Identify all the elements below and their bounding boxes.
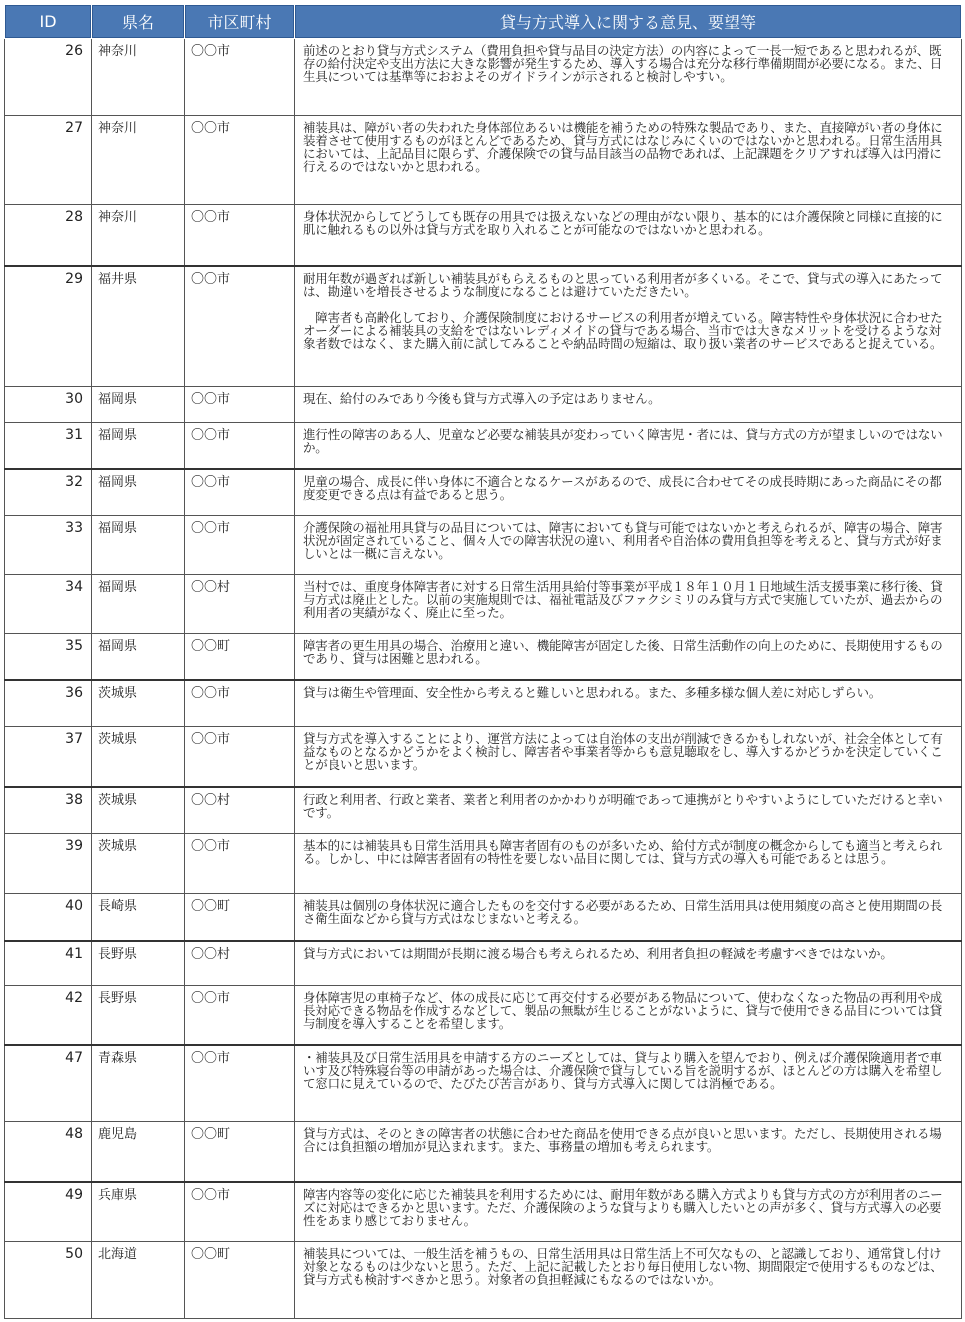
row-prefecture: 兵庫県 [92, 1182, 185, 1242]
row-id: 36 [5, 680, 92, 727]
row-city: 〇〇町 [185, 634, 295, 680]
row-city: 〇〇市 [185, 116, 295, 205]
row-prefecture: 神奈川 [92, 116, 185, 205]
row-id: 35 [5, 634, 92, 680]
table-row [5, 575, 962, 634]
table-row [5, 1182, 962, 1242]
row-opinion-text: 障害内容等の変化に応じた補装具を利用するためには、耐用年数がある購入方式よりも貸与方式の方が利用者のニーズに対応はできるかと思います。ただ、介護保険のような貸与よりも購入したいとの声が多く、貸与方式導入の必要性をあまり感じておりません。 [303, 1186, 943, 1228]
row-opinion-text: 進行性の障害のある人、児童など必要な補装具が変わっていく障害児・者には、貸与方式の方が望ましいのではないか。 [303, 427, 943, 455]
row-city: 〇〇市 [185, 423, 295, 469]
row-opinion [295, 986, 962, 1045]
row-opinion-text: 介護保険の福祉用具貸与の品目については、障害においても貸与可能ではないかと考えられるが、障害の場合、障害状況が固定されていること、個々人での障害状況の違い、利用者や自治体の費用負担等を考えると、貸与方式が好ましいとは一概に言えない。 [303, 520, 943, 561]
table-row [5, 387, 962, 423]
row-opinion [295, 894, 962, 941]
row-prefecture: 福岡県 [92, 634, 185, 680]
row-opinion [295, 634, 962, 680]
row-id: 37 [5, 727, 92, 787]
row-id: 49 [5, 1182, 92, 1242]
row-opinion-text: 貸与方式においては期間が長期に渡る場合も考えられるため、利用者負担の軽減を考慮すべきではないか。 [303, 945, 893, 961]
row-prefecture: 茨城県 [92, 727, 185, 787]
row-opinion-text: 補装具は個別の身体状況に適合したものを交付する必要があるため、日常生活用具は使用頻度の高さと使用期間の長さ衛生面などから貸与方式はなじまないと考える。 [303, 898, 943, 926]
row-city: 〇〇町 [185, 1242, 295, 1319]
table-row [5, 516, 962, 575]
row-prefecture: 福岡県 [92, 575, 185, 634]
row-id: 30 [5, 387, 92, 423]
row-city: 〇〇市 [185, 469, 295, 516]
row-id: 27 [5, 116, 92, 205]
table-row [5, 1045, 962, 1122]
row-id: 48 [5, 1122, 92, 1182]
row-city: 〇〇市 [185, 1045, 295, 1122]
row-city: 〇〇市 [185, 834, 295, 894]
table-row [5, 894, 962, 941]
row-id: 41 [5, 941, 92, 986]
row-city: 〇〇市 [185, 986, 295, 1045]
row-city: 〇〇市 [185, 516, 295, 575]
table-row [5, 266, 962, 387]
row-opinion [295, 941, 962, 986]
row-city: 〇〇村 [185, 941, 295, 986]
row-prefecture: 鹿児島 [92, 1122, 185, 1182]
row-id: 34 [5, 575, 92, 634]
row-city: 〇〇市 [185, 387, 295, 423]
row-id: 32 [5, 469, 92, 516]
row-prefecture: 青森県 [92, 1045, 185, 1122]
row-prefecture: 長野県 [92, 986, 185, 1045]
header-city: 市区町村 [185, 5, 295, 39]
row-city: 〇〇町 [185, 894, 295, 941]
row-opinion [295, 1182, 962, 1242]
row-city: 〇〇市 [185, 266, 295, 387]
row-prefecture: 北海道 [92, 1242, 185, 1319]
table-header-row [5, 5, 962, 39]
row-opinion [295, 1242, 962, 1319]
row-opinion [295, 787, 962, 834]
row-id: 38 [5, 787, 92, 834]
row-opinion [295, 680, 962, 727]
row-opinion [295, 205, 962, 266]
row-prefecture: 神奈川 [92, 205, 185, 266]
row-id: 28 [5, 205, 92, 266]
row-prefecture: 長崎県 [92, 894, 185, 941]
row-city: 〇〇市 [185, 1182, 295, 1242]
table-row [5, 469, 962, 516]
row-opinion [295, 387, 962, 423]
row-city: 〇〇市 [185, 727, 295, 787]
row-city: 〇〇町 [185, 1122, 295, 1182]
table-row [5, 1242, 962, 1319]
row-opinion-text: 当村では、重度身体障害者に対する日常生活用具給付等事業が平成１８年１０月１日地域生活支援事業に移行後、貸与方式は廃止とした。以前の実施規則では、福祉電話及びファクシミリのみ貸与方式で実施していたが、過去からの利用者の実績がなく、廃止に至った。 [303, 579, 943, 620]
table-row [5, 116, 962, 205]
row-prefecture: 福岡県 [92, 469, 185, 516]
row-id: 47 [5, 1045, 92, 1122]
row-city: 〇〇村 [185, 575, 295, 634]
row-city: 〇〇市 [185, 205, 295, 266]
row-opinion-text: 貸与方式を導入することにより、運営方法によっては自治体の支出が削減できるかもしれないが、社会全体として有益なものとなるかどうかをよく検討し、障害者や事業者等からも意見聴取をし、導入するかどうかを決定していくことが良いと思います。 [303, 731, 943, 772]
row-opinion-text: 身体障害児の車椅子など、体の成長に応じて再交付する必要がある物品について、使わなくなった物品の再利用や成長対応できる物品を作成するなどして、製品の無駄が生じることがないように、貸与で使用できる品目については貸与制度を導入することを希望します。 [303, 990, 943, 1031]
row-opinion-text: 貸与は衛生や管理面、安全性から考えると難しいと思われる。また、多種多様な個人差に対応しずらい。 [303, 684, 882, 700]
table-row [5, 727, 962, 787]
row-prefecture: 神奈川 [92, 39, 185, 116]
row-opinion [295, 1122, 962, 1182]
row-prefecture: 長野県 [92, 941, 185, 986]
table-row [5, 941, 962, 986]
row-prefecture: 茨城県 [92, 680, 185, 727]
row-opinion-text: 貸与方式は、そのときの障害者の状態に合わせた商品を使用できる点が良いと思います。ただし、長期使用される場合には負担額の増加が見込まれます。また、事務量の増加も考えられます。 [303, 1126, 942, 1154]
row-prefecture: 福岡県 [92, 387, 185, 423]
row-prefecture: 福岡県 [92, 516, 185, 575]
row-opinion [295, 575, 962, 634]
table-row [5, 39, 962, 116]
row-opinion-text: 児童の場合、成長に伴い身体に不適合となるケースがあるので、成長に合わせてその成長時期にあった商品にその都度変更できる点は有益であると思う。 [303, 473, 942, 502]
row-opinion-text: 前述のとおり貸与方式システム（費用負担や貸与品目の決定方法）の内容によって一長一短であると思われるが、既存の給付決定や支出方法に大きな影響が発生するため、導入する場合は充分な移行準備期間が必要になる。また、日生具については基準等におおよそのガイドラインが示されると検討しやすい。 [303, 43, 943, 84]
row-opinion-text: 補装具は、障がい者の失われた身体部位あるいは機能を補うための特殊な製品であり、また、直接障がい者の身体に装着させて使用するものがほとんどであるため、貸与方式にはなじみにくいのではないかと思われる。日常生活用具においては、上記品目に限らず、介護保険での貸与品目該当の品物であれば、上記課題をクリアすれば導入は円滑に行えるのではないかと思われる。 [303, 120, 943, 174]
table-row [5, 205, 962, 266]
row-opinion [295, 727, 962, 787]
table-row [5, 1122, 962, 1182]
row-id: 42 [5, 986, 92, 1045]
row-id: 33 [5, 516, 92, 575]
row-city: 〇〇村 [185, 787, 295, 834]
table-row [5, 787, 962, 834]
row-opinion-text: 障害者の更生用具の場合、治療用と違い、機能障害が固定した後、日常生活動作の向上のために、長期使用するものであり、貸与は困難と思われる。 [303, 638, 943, 666]
row-opinion [295, 834, 962, 894]
row-opinion-text: 補装具については、一般生活を補うもの、日常生活用具は日常生活上不可欠なもの、と認識しており、通常貸し付け対象となるものは少ないと思う。ただ、上記に記載したとおり毎日使用しない物、期間限定で使用するものなどは、貸与方式も検討すべきかと思う。対象者の負担軽減にもなるのではないか。 [303, 1246, 943, 1287]
header-prefecture: 県名 [92, 5, 185, 39]
row-opinion [295, 516, 962, 575]
row-city: 〇〇市 [185, 39, 295, 116]
row-opinion [295, 266, 962, 387]
table-row [5, 986, 962, 1045]
row-id: 31 [5, 423, 92, 469]
table-row [5, 423, 962, 469]
row-opinion-text: 耐用年数が過ぎれば新しい補装具がもらえるものと思っている利用者が多くいる。そこで、貸与式の導入にあたっては、勘違いを増長させるような制度になることは避けていただきたい。 障害者も高齢化しており、介護保険制度におけるサービスの利用者が増えている。障害特性や身体状況に合わせたオーダーによる補装具の支給をではないレディメイドの貸与である場合、当市では大きなメリットを受けるような対象者数ではなく、また購入前に試してみることや納品時間の短縮は、取り扱い業者のサービスであると捉えている。 [303, 270, 943, 351]
row-opinion-text: 身体状況からしてどうしても既存の用具では扱えないなどの理由がない限り、基本的には介護保険と同様に直接的に肌に触れるもの以外は貸与方式を取り入れることが可能なのではないかと思われる。 [303, 209, 943, 237]
row-opinion [295, 423, 962, 469]
row-opinion-text: 現在、給付のみであり今後も貸与方式導入の予定はありません。 [303, 391, 661, 406]
row-id: 26 [5, 39, 92, 116]
row-prefecture: 茨城県 [92, 834, 185, 894]
row-prefecture: 福井県 [92, 266, 185, 387]
row-prefecture: 茨城県 [92, 787, 185, 834]
row-id: 50 [5, 1242, 92, 1319]
header-opinion: 貸与方式導入に関する意見、要望等 [295, 5, 962, 39]
row-prefecture: 福岡県 [92, 423, 185, 469]
row-opinion-text: ・補装具及び日常生活用具を申請する方のニーズとしては、貸与より購入を望んでおり、例えば介護保険適用者で車いす及び特殊寝台等の申請があった場合は、介護保険で貸与している旨を説明するが、ほとんどの方は購入を希望して窓口に見えているので、たびたび苦言があり、貸与方式導入に関しては消極である。 [303, 1049, 943, 1091]
row-opinion [295, 1045, 962, 1122]
row-id: 39 [5, 834, 92, 894]
row-city: 〇〇市 [185, 680, 295, 727]
row-id: 40 [5, 894, 92, 941]
row-id: 29 [5, 266, 92, 387]
row-opinion [295, 116, 962, 205]
row-opinion-text: 基本的には補装具も日常生活用具も障害者固有のものが多いため、給付方式が制度の概念からしても適当と考えられる。しかし、中には障害者固有の特性を要しない品目に関しては、貸与方式の導入も可能であるとは思う。 [303, 838, 943, 866]
opinions-table [4, 4, 962, 1319]
row-opinion [295, 39, 962, 116]
row-opinion [295, 469, 962, 516]
row-opinion-text: 行政と利用者、行政と業者、業者と利用者のかかわりが明確であって連携がとりやすいようにしていただけると幸いです。 [303, 791, 943, 820]
header-id: ID [5, 5, 92, 39]
table-row [5, 834, 962, 894]
table-row [5, 634, 962, 680]
table-row [5, 680, 962, 727]
